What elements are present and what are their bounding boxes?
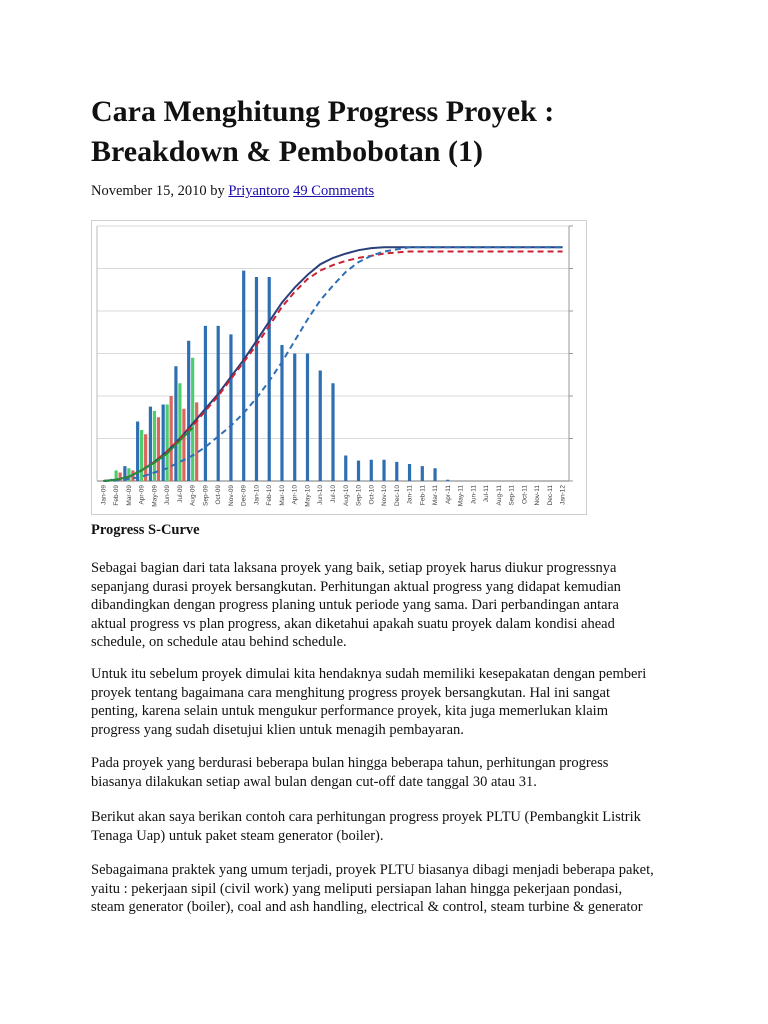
bar	[293, 354, 296, 482]
paragraph-line: dibandingkan dengan progress planing untuk periode yang sama. Dari perbandingan antara	[91, 597, 619, 614]
bar	[182, 409, 185, 481]
bar	[408, 464, 411, 481]
x-tick-label: Aug-10	[342, 485, 350, 506]
x-tick-label: Jun-09	[164, 485, 172, 505]
x-tick-label: May-11	[457, 485, 465, 507]
bar	[178, 383, 181, 481]
bar	[204, 326, 207, 481]
paragraph-line: Berikut akan saya berikan contoh cara perhitungan progress proyek PLTU (Pembangkit Listrik	[91, 809, 641, 825]
paragraph-line: aktual progress vs plan progress, akan diketahui apakah suatu proyek dalam kondisi ahead	[91, 615, 615, 632]
x-tick-label: Apr-10	[291, 485, 299, 505]
title-line-2: Breakdown & Pembobotan (1)	[91, 135, 483, 168]
x-tick-label: Jan-10	[253, 485, 261, 505]
bar	[255, 277, 258, 481]
paragraph-line: Sebagai bagian dari tata laksana proyek yang baik, setiap proyek harus diukur progressnya	[91, 560, 617, 576]
bar	[319, 371, 322, 482]
paragraph-line: penting, karena selain untuk mengukur performance proyek, kita juga memerlukan klaim	[91, 703, 608, 720]
paragraph-line: sepanjang durasi proyek bersangkutan. Perhitungan aktual progress yang didapat kemudian	[91, 578, 621, 595]
x-tick-label: Sep-09	[202, 485, 210, 506]
bar	[331, 383, 334, 481]
x-tick-label: Sep-10	[355, 485, 363, 506]
x-tick-label: Apr-11	[444, 485, 452, 505]
bar	[433, 468, 436, 481]
title-line-1: Cara Menghitung Progress Proyek :	[91, 95, 555, 128]
author-link[interactable]: Priyantoro	[228, 183, 290, 199]
bar	[149, 407, 152, 481]
x-tick-label: Nov-09	[227, 485, 235, 506]
bar	[357, 461, 360, 481]
bar	[344, 456, 347, 482]
paragraph-line: Untuk itu sebelum proyek dimulai kita hendaknya sudah memiliki kesepakatan dengan pemberi	[91, 666, 647, 682]
x-tick-label: Jan-12	[559, 485, 567, 505]
bar	[242, 271, 245, 481]
x-tick-label: May-10	[304, 485, 312, 507]
paragraph	[91, 665, 691, 739]
x-tick-label: May-09	[151, 485, 159, 507]
x-tick-label: Apr-09	[138, 485, 146, 505]
x-tick-label: Feb-11	[419, 485, 427, 506]
paragraph-line: steam generator (boiler), coal and ash handling, electrical & control, steam turbine & generator	[91, 899, 643, 916]
x-tick-label: Mar-10	[278, 485, 286, 506]
paragraph-line: schedule, on schedule atau behind schedule.	[91, 634, 347, 651]
bar	[191, 358, 194, 481]
bar	[140, 430, 143, 481]
x-tick-label: Oct-09	[215, 485, 223, 505]
post-meta	[91, 182, 374, 200]
bar	[395, 462, 398, 481]
x-tick-label: Sep-11	[508, 485, 516, 506]
bar	[195, 402, 198, 481]
x-tick-label: Mar-11	[432, 485, 440, 506]
s-curve-chart	[91, 220, 587, 515]
bar	[370, 460, 373, 481]
x-tick-label: Oct-10	[368, 485, 376, 505]
bar	[144, 434, 147, 481]
bar	[306, 354, 309, 482]
comments-link[interactable]: 49 Comments	[293, 183, 375, 199]
x-tick-label: Oct-11	[521, 485, 529, 505]
x-tick-label: Jun-10	[317, 485, 325, 505]
x-tick-label: Jun-11	[470, 485, 478, 505]
bar	[382, 460, 385, 481]
x-tick-label: Nov-11	[534, 485, 542, 506]
paragraph-line: progress yang sudah disetujui klien untuk menagih pembayaran.	[91, 721, 464, 738]
bar	[187, 341, 190, 481]
paragraph-line: Pada proyek yang berdurasi beberapa bulan hingga beberapa tahun, perhitungan progress	[91, 755, 609, 771]
x-tick-label: Feb-09	[113, 485, 121, 506]
x-tick-label: Dec-11	[546, 485, 554, 506]
bar	[153, 411, 156, 481]
paragraph	[91, 808, 691, 845]
x-tick-label: Jul-09	[176, 485, 184, 503]
post-date: November 15, 2010 by	[91, 183, 225, 199]
x-tick-label: Aug-11	[495, 485, 503, 506]
x-tick-label: Jul-10	[330, 485, 337, 503]
x-tick-label: Jan-09	[100, 485, 108, 505]
paragraph	[91, 559, 691, 652]
bar	[421, 466, 424, 481]
paragraph	[91, 861, 691, 917]
x-tick-label: Jul-11	[483, 485, 491, 503]
x-tick-label: Dec-10	[393, 485, 401, 506]
x-tick-label: Feb-10	[266, 485, 274, 506]
paragraph	[91, 754, 691, 791]
x-tick-label: Jan-11	[406, 485, 414, 505]
paragraph-line: biasanya dilakukan setiap awal bulan dengan cut-off date tanggal 30 atau 31.	[91, 773, 537, 790]
paragraph-line: Tenaga Uap) untuk paket steam generator (boiler).	[91, 827, 384, 844]
x-tick-label: Mar-09	[125, 485, 133, 506]
bar	[217, 326, 220, 481]
x-tick-label: Aug-09	[189, 485, 197, 506]
bar	[229, 334, 232, 481]
bar	[446, 480, 449, 481]
paragraph-line: yaitu : pekerjaan sipil (civil work) yang meliputi persiapan lahan hingga pekerjaan pondasi,	[91, 880, 623, 897]
paragraph-line: Sebagaimana praktek yang umum terjadi, proyek PLTU biasanya dibagi menjadi beberapa paket,	[91, 862, 654, 878]
x-tick-label: Nov-10	[381, 485, 389, 506]
figure-caption: Progress S-Curve	[91, 522, 200, 538]
bar	[170, 396, 173, 481]
paragraph-line: proyek tentang bagaimana cara menghitung progress proyek bersangkutan. Hal ini sangat	[91, 684, 611, 701]
x-tick-label: Dec-09	[240, 485, 248, 506]
article-title	[91, 92, 711, 172]
